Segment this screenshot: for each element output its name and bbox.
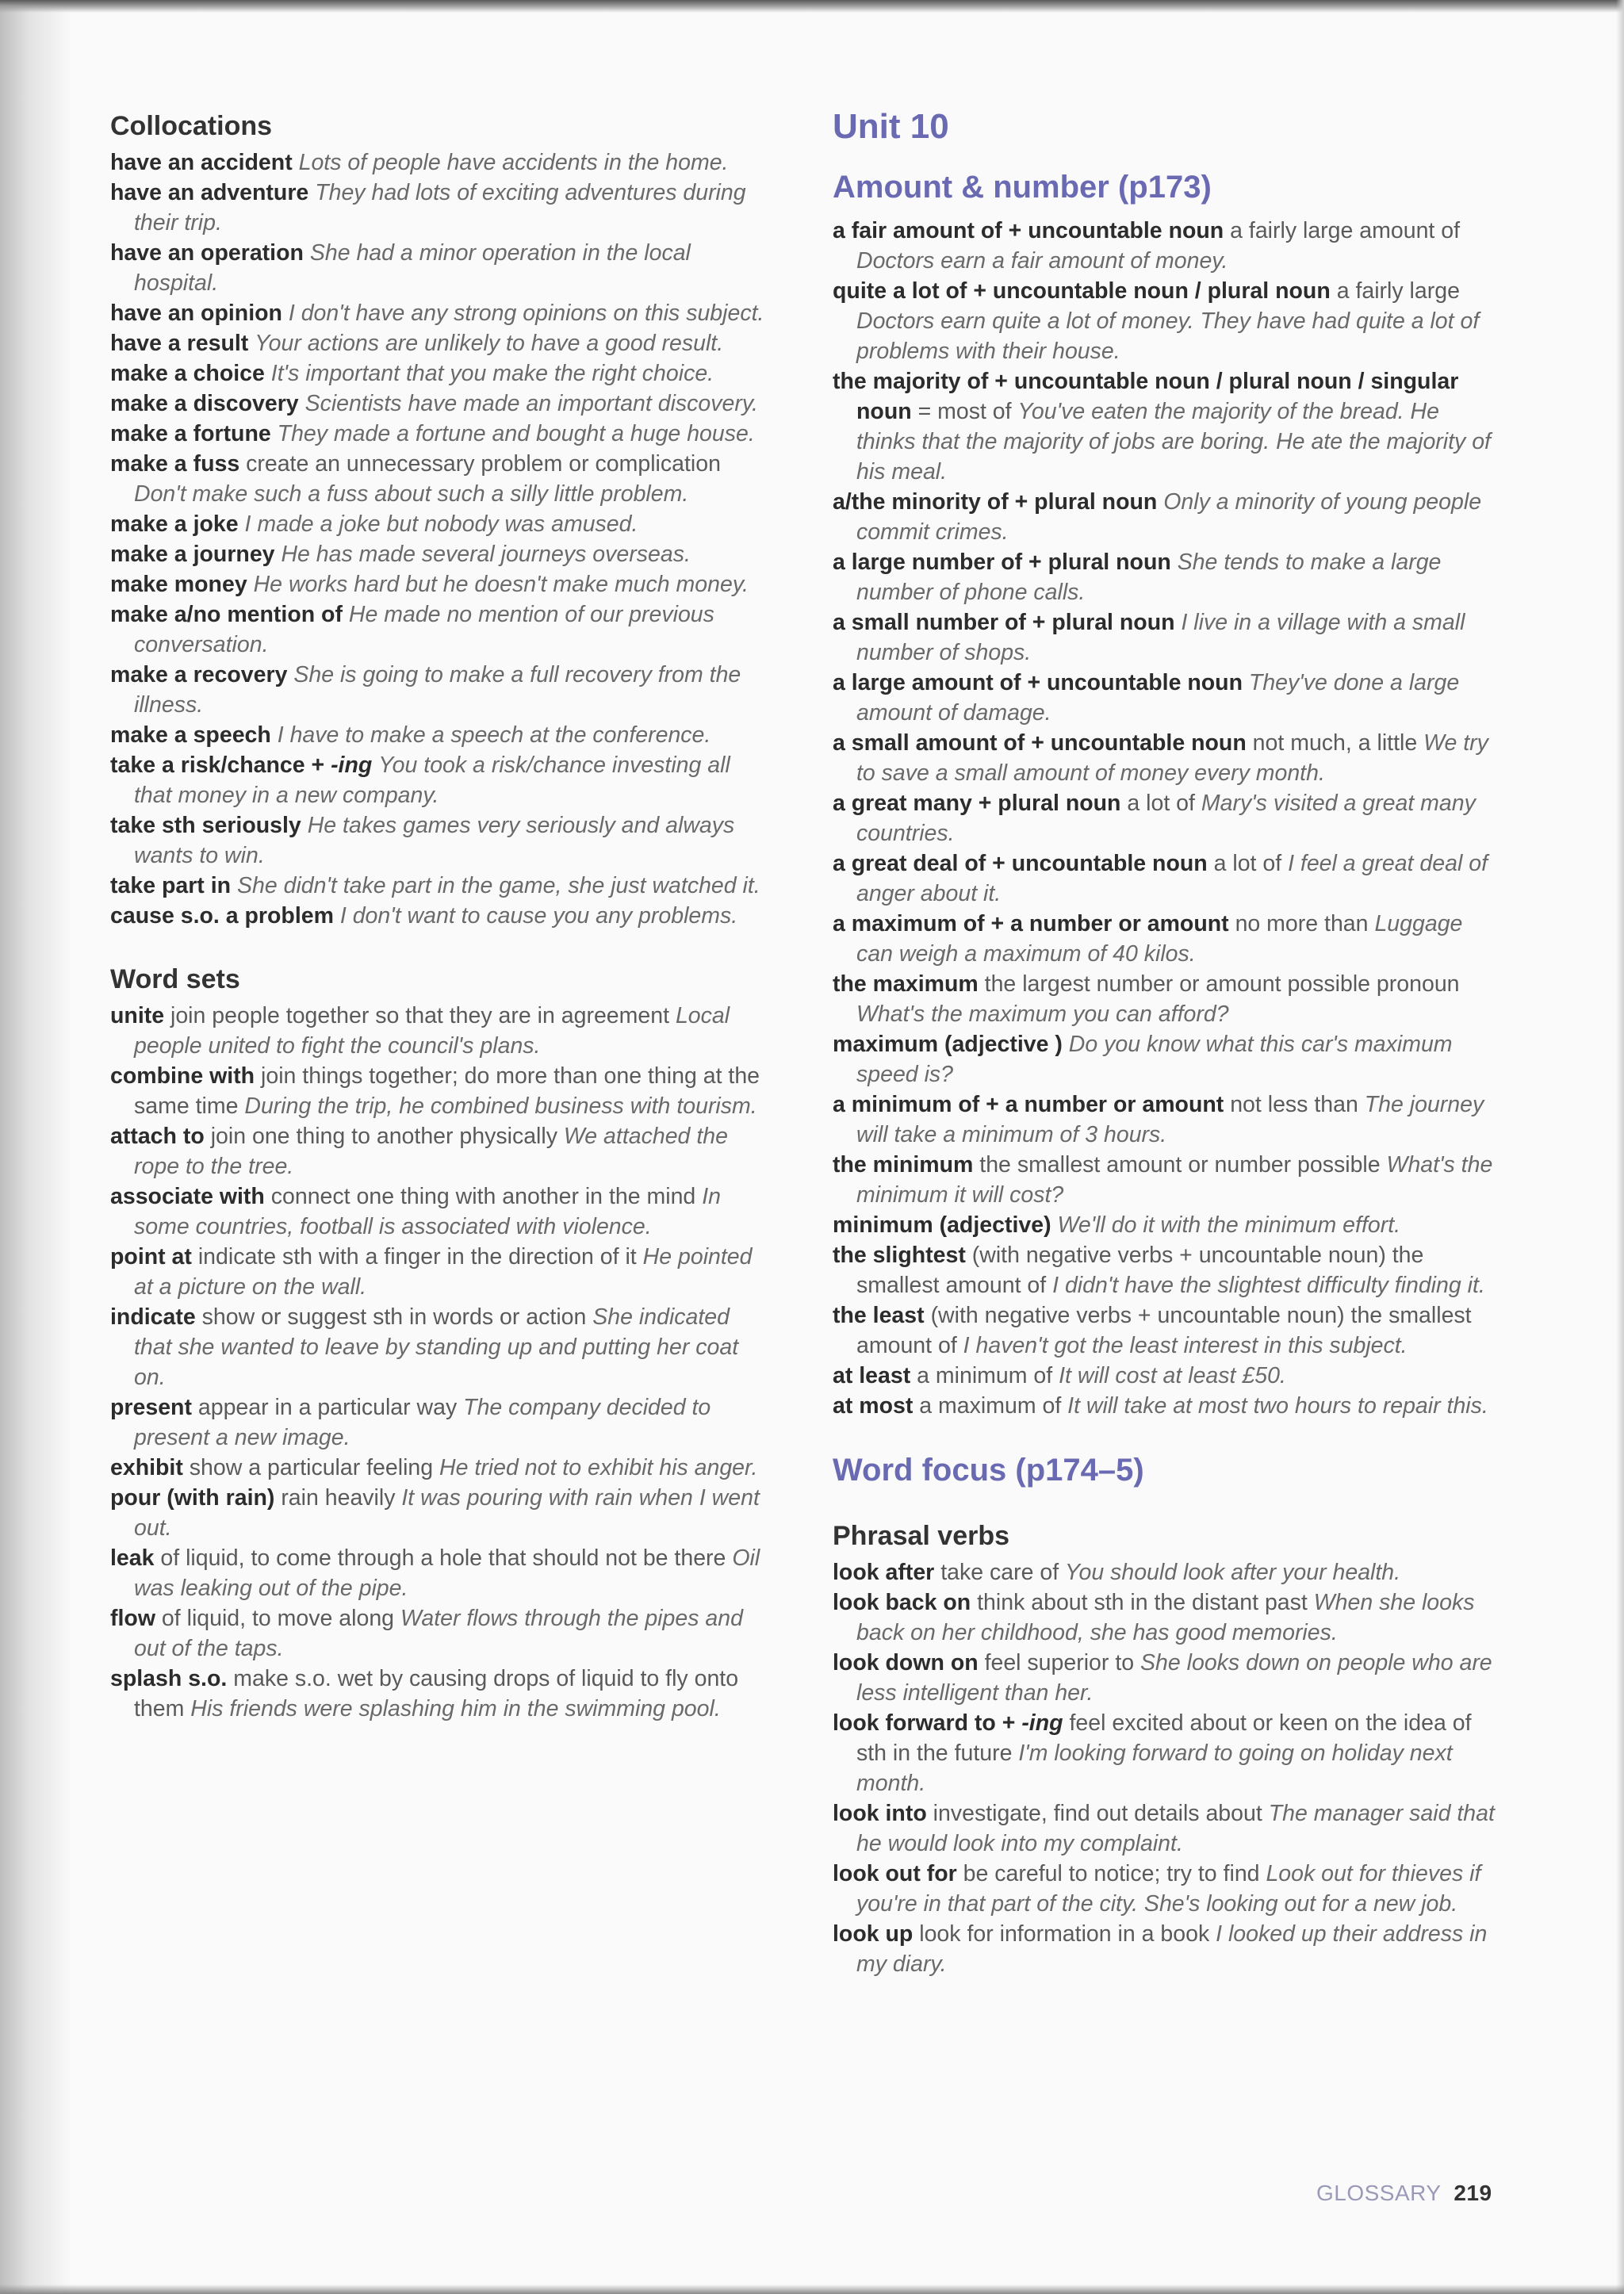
entry-example: Doctors earn quite a lot of money. They have had quite a lot of problems with their house. xyxy=(856,308,1480,364)
entry-example: They've done a large amount of damage. xyxy=(856,670,1460,726)
entry-definition: no more than xyxy=(1235,911,1369,936)
glossary-entry xyxy=(110,1483,772,1543)
entry-example: She is going to make a full recovery from the illness. xyxy=(134,662,741,718)
entry-example: I feel a great deal of anger about it. xyxy=(856,851,1488,906)
entry-definition: be careful to notice; try to find xyxy=(963,1861,1260,1886)
glossary-entry xyxy=(110,1121,772,1181)
entry-headword: have an accident xyxy=(110,150,293,175)
entry-headword: maximum (adjective ) xyxy=(833,1032,1063,1057)
entry-headword: a fair amount of + uncountable noun xyxy=(833,218,1224,243)
entry-definition: make s.o. wet by causing drops of liquid to fly onto them xyxy=(134,1666,739,1721)
glossary-entry xyxy=(833,909,1495,969)
entry-definition: a maximum of xyxy=(919,1393,1062,1419)
entry-headword: minimum (adjective) xyxy=(833,1212,1051,1238)
glossary-entry xyxy=(110,298,772,328)
entry-headword: look back on xyxy=(833,1590,971,1615)
entry-example: I don't have any strong opinions on this subject. xyxy=(288,301,764,326)
entry-headword: make a choice xyxy=(110,361,265,386)
glossary-entry xyxy=(833,969,1495,1029)
entry-example: The journey will take a minimum of 3 hours. xyxy=(856,1092,1484,1147)
entry-headword: splash s.o. xyxy=(110,1666,228,1691)
entry-headword: have an adventure xyxy=(110,180,309,205)
entry-headword: the maximum xyxy=(833,971,979,997)
entry-headword: associate with xyxy=(110,1184,265,1209)
entry-headword: look up xyxy=(833,1921,914,1947)
entry-headword: take a risk/chance + -ing xyxy=(110,753,373,778)
page-right-edge xyxy=(1616,0,1624,2294)
entry-headword: make a journey xyxy=(110,542,275,567)
glossary-entry xyxy=(833,668,1495,728)
glossary-entry xyxy=(833,366,1495,487)
glossary-entry xyxy=(833,848,1495,909)
glossary-entry xyxy=(110,1453,772,1483)
entry-example: During the trip, he combined business with tourism. xyxy=(244,1093,757,1119)
glossary-entry xyxy=(833,216,1495,276)
entry-example: You've eaten the majority of the bread. He thinks that the majority of jobs are boring. He ate the majority of his meal. xyxy=(856,399,1491,484)
entry-definition: show a particular feeling xyxy=(189,1455,434,1480)
entry-definition: connect one thing with another in the mind xyxy=(270,1184,696,1209)
entry-definition: rain heavily xyxy=(281,1485,396,1511)
entry-example: He made no mention of our previous conversation. xyxy=(134,602,714,657)
entry-headword: a great deal of + uncountable noun xyxy=(833,851,1208,876)
entry-example: It's important that you make the right choice. xyxy=(270,361,714,386)
entry-example: Local people united to fight the council's plans. xyxy=(134,1003,730,1059)
page-binding-shadow xyxy=(0,0,71,2294)
glossary-entry xyxy=(833,607,1495,668)
entry-headword: flow xyxy=(110,1606,155,1631)
glossary-entry xyxy=(110,750,772,810)
glossary-entry xyxy=(110,449,772,509)
glossary-entry xyxy=(110,720,772,750)
glossary-entry xyxy=(110,178,772,238)
entry-definition: the largest number or amount possible pronoun xyxy=(984,971,1460,997)
glossary-entry xyxy=(110,1061,772,1121)
entry-example: I didn't have the slightest difficulty finding it. xyxy=(1052,1273,1485,1298)
page-footer xyxy=(1316,2181,1492,2206)
entry-headword: make a recovery xyxy=(110,662,288,687)
footer-label: GLOSSARY xyxy=(1316,2181,1442,2205)
entry-example: What's the minimum it will cost? xyxy=(856,1152,1493,1208)
entry-definition: a minimum of xyxy=(917,1363,1053,1388)
entry-headword: look after xyxy=(833,1560,935,1585)
entry-definition: a fairly large xyxy=(1336,278,1460,304)
entry-definition: (with negative verbs + uncountable noun) the smallest amount of xyxy=(856,1243,1424,1298)
glossary-entry xyxy=(110,147,772,178)
entry-headword: make money xyxy=(110,572,247,597)
entry-example: She looks down on people who are less intelligent than her. xyxy=(856,1650,1492,1706)
entry-headword: make a/no mention of xyxy=(110,602,343,627)
entry-definition: look for information in a book xyxy=(919,1921,1210,1947)
entry-headword: leak xyxy=(110,1545,155,1571)
word-focus-heading: Word focus (p174–5) xyxy=(833,1453,1144,1488)
word-sets-list xyxy=(110,1001,772,1724)
glossary-entry xyxy=(833,487,1495,547)
entry-example: He tried not to exhibit his anger. xyxy=(439,1455,758,1480)
entry-headword: take part in xyxy=(110,873,232,898)
entry-headword: unite xyxy=(110,1003,165,1028)
entry-headword: have an operation xyxy=(110,240,304,266)
entry-example: I live in a village with a small number of shops. xyxy=(856,610,1465,665)
entry-headword: have a result xyxy=(110,331,249,356)
glossary-entry xyxy=(110,871,772,901)
entry-headword: at least xyxy=(833,1363,911,1388)
entry-headword: look down on xyxy=(833,1650,979,1676)
glossary-entry xyxy=(110,1001,772,1061)
entry-headword: cause s.o. a problem xyxy=(110,903,334,929)
entry-headword: make a fuss xyxy=(110,451,240,477)
glossary-entry xyxy=(833,1798,1495,1859)
glossary-entry xyxy=(110,358,772,389)
entry-headword: exhibit xyxy=(110,1455,183,1480)
entry-example: She tends to make a large number of phone calls. xyxy=(856,550,1442,605)
entry-example: Luggage can weigh a maximum of 40 kilos. xyxy=(856,911,1463,967)
entry-definition: join things together; do more than one thing at the same time xyxy=(134,1063,760,1119)
glossary-entry xyxy=(110,1392,772,1453)
entry-example: He takes games very seriously and always wants to win. xyxy=(134,813,735,868)
entry-definition: think about sth in the distant past xyxy=(977,1590,1308,1615)
entry-example: Don't make such a fuss about such a silly little problem. xyxy=(134,481,689,507)
entry-headword: indicate xyxy=(110,1304,196,1330)
entry-example: When she looks back on her childhood, she has good memories. xyxy=(856,1590,1475,1645)
glossary-entry xyxy=(833,1919,1495,1979)
entry-definition: of liquid, to move along xyxy=(161,1606,395,1631)
entry-definition: join one thing to another physically xyxy=(210,1124,557,1149)
entry-headword: a great many + plural noun xyxy=(833,791,1121,816)
entry-headword: have an opinion xyxy=(110,301,282,326)
page-bottom-edge xyxy=(0,2284,1624,2294)
glossary-entry xyxy=(833,547,1495,607)
glossary-entry xyxy=(110,901,772,931)
entry-example: It was pouring with rain when I went out. xyxy=(134,1485,760,1541)
glossary-entry xyxy=(110,1664,772,1724)
glossary-entry xyxy=(833,1090,1495,1150)
entry-definition: join people together so that they are in agreement xyxy=(170,1003,670,1028)
glossary-entry xyxy=(833,728,1495,788)
glossary-entry xyxy=(833,1708,1495,1798)
entry-example: Your actions are unlikely to have a good result. xyxy=(255,331,724,356)
entry-headword: take sth seriously xyxy=(110,813,301,838)
entry-example: I'm looking forward to going on holiday next month. xyxy=(856,1741,1453,1796)
entry-headword: a small number of + plural noun xyxy=(833,610,1175,635)
left-column xyxy=(110,101,772,1724)
entry-example: We try to save a small amount of money every month. xyxy=(856,730,1488,786)
entry-example: Oil was leaking out of the pipe. xyxy=(134,1545,760,1601)
entry-example: Look out for thieves if you're in that part of the city. She's looking out for a new job. xyxy=(856,1861,1481,1917)
glossary-entry xyxy=(110,1242,772,1302)
entry-definition: a lot of xyxy=(1127,791,1195,816)
entry-example: It will cost at least £50. xyxy=(1059,1363,1286,1388)
page-number: 219 xyxy=(1454,2181,1492,2205)
entry-headword: the least xyxy=(833,1303,925,1328)
amount-number-list xyxy=(833,216,1495,1421)
glossary-entry xyxy=(833,1240,1495,1300)
glossary-entry xyxy=(833,1557,1495,1587)
entry-example: They had lots of exciting adventures during their trip. xyxy=(134,180,746,236)
entry-headword: a large amount of + uncountable noun xyxy=(833,670,1243,695)
entry-headword: make a speech xyxy=(110,722,271,748)
entry-headword: look into xyxy=(833,1801,927,1826)
entry-headword: attach to xyxy=(110,1124,205,1149)
entry-definition: of liquid, to come through a hole that should not be there xyxy=(160,1545,726,1571)
glossary-entry xyxy=(110,599,772,660)
entry-example: You should look after your health. xyxy=(1065,1560,1401,1585)
glossary-entry xyxy=(110,539,772,569)
entry-example: Lots of people have accidents in the home. xyxy=(298,150,729,175)
glossary-entry xyxy=(110,419,772,449)
glossary-entry xyxy=(833,1391,1495,1421)
glossary-entry xyxy=(833,1029,1495,1090)
entry-example: Do you know what this car's maximum speed is? xyxy=(856,1032,1453,1087)
entry-example: Doctors earn a fair amount of money. xyxy=(856,248,1228,274)
entry-example: Water flows through the pipes and out of the taps. xyxy=(134,1606,743,1661)
entry-example: Mary's visited a great many countries. xyxy=(856,791,1476,846)
entry-headword: a maximum of + a number or amount xyxy=(833,911,1229,936)
entry-headword: a large number of + plural noun xyxy=(833,550,1171,575)
entry-definition: (with negative verbs + uncountable noun) the smallest amount of xyxy=(856,1303,1472,1358)
entry-headword: point at xyxy=(110,1244,192,1270)
entry-headword: the minimum xyxy=(833,1152,974,1178)
entry-definition: = most of xyxy=(917,399,1012,424)
entry-example: She indicated that she wanted to leave by standing up and putting her coat on. xyxy=(134,1304,739,1390)
phrasal-verbs-heading: Phrasal verbs xyxy=(833,1521,1010,1551)
glossary-entry xyxy=(110,810,772,871)
page-top-edge xyxy=(0,0,1624,13)
entry-headword: a minimum of + a number or amount xyxy=(833,1092,1224,1117)
entry-example: His friends were splashing him in the swimming pool. xyxy=(190,1696,721,1721)
entry-example: Scientists have made an important discovery. xyxy=(304,391,758,416)
collocations-heading: Collocations xyxy=(110,111,273,141)
glossary-entry xyxy=(110,1181,772,1242)
unit-title: Unit 10 xyxy=(833,107,949,146)
entry-headword: a/the minority of + plural noun xyxy=(833,489,1158,515)
entry-example: In some countries, football is associated with violence. xyxy=(134,1184,721,1239)
glossary-entry xyxy=(833,1587,1495,1648)
entry-headword: a small amount of + uncountable noun xyxy=(833,730,1247,756)
entry-definition: feel excited about or keen on the idea of sth in the future xyxy=(856,1710,1472,1766)
entry-example: The company decided to present a new image. xyxy=(134,1395,711,1450)
entry-definition: investigate, find out details about xyxy=(933,1801,1262,1826)
entry-example: He has made several journeys overseas. xyxy=(281,542,691,567)
entry-definition: indicate sth with a finger in the direction of it xyxy=(197,1244,637,1270)
glossary-entry xyxy=(110,569,772,599)
glossary-entry xyxy=(110,389,772,419)
entry-headword: pour (with rain) xyxy=(110,1485,275,1511)
entry-example: We attached the rope to the tree. xyxy=(134,1124,728,1179)
entry-definition: not less than xyxy=(1230,1092,1358,1117)
entry-definition: appear in a particular way xyxy=(197,1395,458,1420)
glossary-entry xyxy=(833,1361,1495,1391)
entry-headword: quite a lot of + uncountable noun / plural noun xyxy=(833,278,1331,304)
phrasal-verbs-list xyxy=(833,1557,1495,1979)
entry-headword: the majority of + uncountable noun / plural noun / singular noun xyxy=(833,369,1459,424)
glossary-entry xyxy=(110,328,772,358)
glossary-entry xyxy=(110,1302,772,1392)
word-sets-heading: Word sets xyxy=(110,964,240,994)
entry-definition: feel superior to xyxy=(984,1650,1135,1676)
entry-definition: a lot of xyxy=(1213,851,1282,876)
entry-definition: create an unnecessary problem or complication xyxy=(246,451,721,477)
glossary-entry xyxy=(110,1603,772,1664)
entry-headword: make a discovery xyxy=(110,391,299,416)
entry-example: We'll do it with the minimum effort. xyxy=(1057,1212,1401,1238)
amount-number-heading: Amount & number (p173) xyxy=(833,170,1212,205)
entry-definition: not much, a little xyxy=(1252,730,1418,756)
glossary-entry xyxy=(110,509,772,539)
glossary-entry xyxy=(110,660,772,720)
entry-example: What's the maximum you can afford? xyxy=(856,1001,1229,1027)
right-column xyxy=(833,101,1495,1979)
entry-example: I have to make a speech at the conference. xyxy=(277,722,711,748)
entry-headword: present xyxy=(110,1395,192,1420)
glossary-entry xyxy=(833,1300,1495,1361)
entry-example: I haven't got the least interest in this subject. xyxy=(963,1333,1408,1358)
glossary-entry xyxy=(833,1648,1495,1708)
glossary-entry xyxy=(833,276,1495,366)
entry-example: Only a minority of young people commit crimes. xyxy=(856,489,1482,545)
entry-example: They made a fortune and bought a huge house. xyxy=(277,421,755,446)
entry-headword: look forward to + -ing xyxy=(833,1710,1063,1736)
entry-example: He works hard but he doesn't make much money. xyxy=(253,572,749,597)
entry-example: He pointed at a picture on the wall. xyxy=(134,1244,753,1300)
entry-example: I made a joke but nobody was amused. xyxy=(244,511,638,537)
entry-example: The manager said that he would look into my complaint. xyxy=(856,1801,1495,1856)
entry-example: She had a minor operation in the local hospital. xyxy=(134,240,691,296)
entry-headword: look out for xyxy=(833,1861,957,1886)
entry-example: She didn't take part in the game, she just watched it. xyxy=(236,873,760,898)
entry-example: I don't want to cause you any problems. xyxy=(339,903,738,929)
entry-headword: combine with xyxy=(110,1063,255,1089)
entry-example: It will take at most two hours to repair this. xyxy=(1067,1393,1488,1419)
glossary-entry xyxy=(833,1150,1495,1210)
entry-example: You took a risk/chance investing all that money in a new company. xyxy=(134,753,730,808)
glossary-entry xyxy=(833,788,1495,848)
glossary-entry xyxy=(833,1859,1495,1919)
glossary-entry xyxy=(110,238,772,298)
entry-example: I looked up their address in my diary. xyxy=(856,1921,1488,1977)
entry-definition: take care of xyxy=(940,1560,1059,1585)
entry-definition: show or suggest sth in words or action xyxy=(201,1304,587,1330)
entry-headword: at most xyxy=(833,1393,914,1419)
glossary-entry xyxy=(110,1543,772,1603)
entry-headword: make a fortune xyxy=(110,421,271,446)
glossary-entry xyxy=(833,1210,1495,1240)
entry-headword: make a joke xyxy=(110,511,239,537)
entry-headword: the slightest xyxy=(833,1243,966,1268)
entry-definition: the smallest amount or number possible xyxy=(979,1152,1381,1178)
entry-definition: a fairly large amount of xyxy=(1230,218,1461,243)
collocations-list xyxy=(110,147,772,931)
